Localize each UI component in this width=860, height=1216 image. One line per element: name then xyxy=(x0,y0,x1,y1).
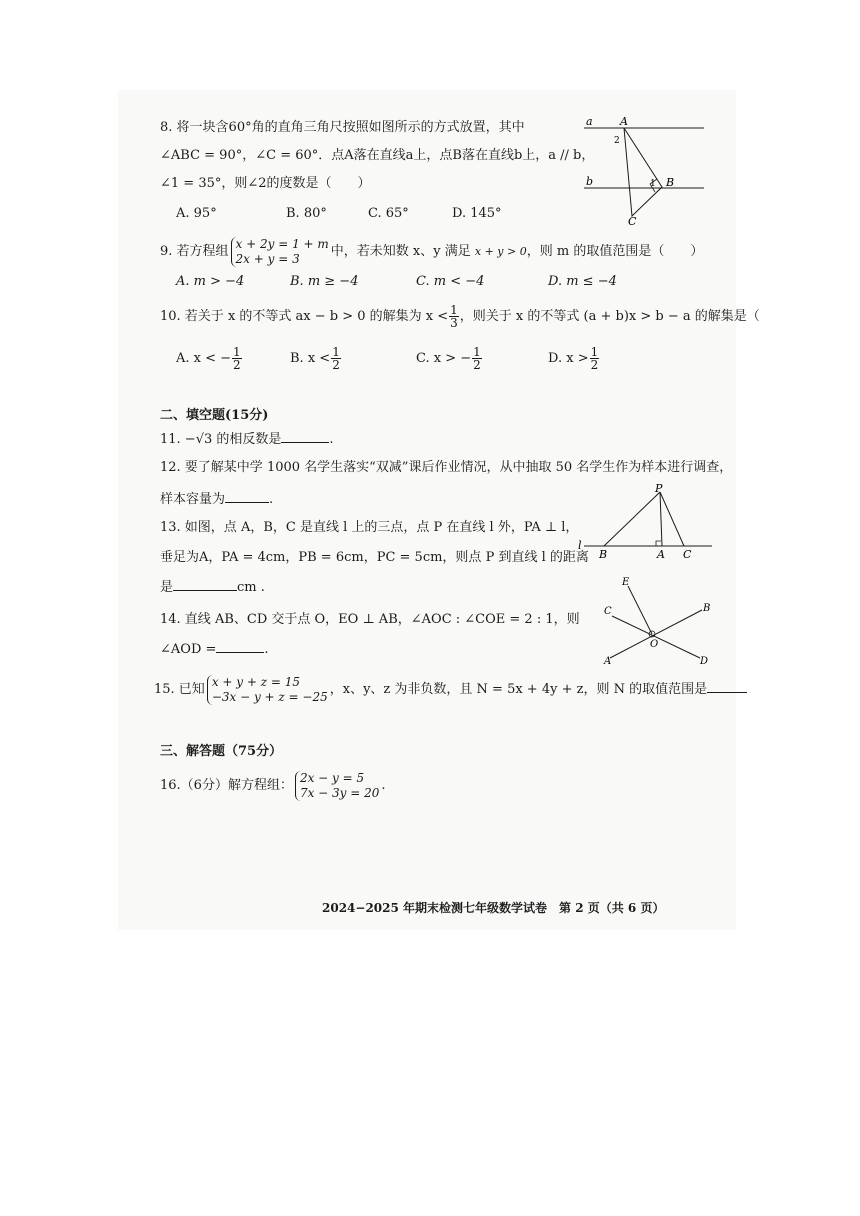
q10-option-d: D. x > $\frac{1}{2}$ xyxy=(548,345,599,372)
q9-option-b: B. m ≥ −4 xyxy=(290,274,359,289)
q13-blank xyxy=(173,590,237,591)
label-C: C xyxy=(628,215,637,228)
label-O: O xyxy=(650,639,659,650)
q16-stem: 16.（6分）解方程组： 2x − y = 5 7x − 3y = 20 . xyxy=(160,770,386,800)
q14-line2: ∠AOD = . xyxy=(160,642,269,657)
segment-pa xyxy=(660,492,662,546)
q13-line1: 13. 如图，点 A，B，C 是直线 l 上的三点，点 P 在直线 l 外，PA ⊥ l， xyxy=(160,520,579,535)
q13-figure xyxy=(574,484,716,560)
q12-line2: 样本容量为 . xyxy=(160,492,274,507)
q14-blank xyxy=(216,652,264,653)
ray-oe xyxy=(628,586,652,634)
q15-system: x + y + z = 15 −3x − y + z = −25 xyxy=(207,675,328,705)
q13-line3: 是 cm . xyxy=(160,580,265,595)
label-b: b xyxy=(586,175,594,188)
label-D: D xyxy=(700,656,709,666)
right-angle-mark xyxy=(656,541,661,546)
label-a: a xyxy=(586,116,593,128)
section-answer-title: 三、解答题（75分） xyxy=(160,744,283,759)
q8-line2: ∠ABC = 90°，∠C = 60°．点A落在直线a上，点B落在直线b上，a // b， xyxy=(160,148,595,163)
segment-pb xyxy=(604,492,660,546)
label-l: l xyxy=(578,539,582,552)
label-A: A xyxy=(604,656,612,666)
q12-line1: 12. 要了解某中学 1000 名学生落实“双减”课后作业情况，从中抽取 50 名学生作为样本进行调查， xyxy=(160,460,733,475)
q11: 11. −√3 的相反数是 . xyxy=(160,432,334,447)
label-P: P xyxy=(655,484,663,495)
q14-figure xyxy=(592,574,720,666)
q16-system: 2x − y = 5 7x − 3y = 20 xyxy=(295,771,379,801)
label-C: C xyxy=(604,606,612,617)
q9-stem: 9. 若方程组 x + 2y = 1 + m 2x + y = 3 中，若未知数 x、y 满足 x + y > 0，则 m 的取值范围是（ ） xyxy=(160,236,704,266)
label-angle1: 1 xyxy=(650,179,656,189)
q8-option-a: A. 95° xyxy=(176,206,217,221)
label-E: E xyxy=(622,577,630,588)
line-cd xyxy=(612,616,700,658)
q14-line1: 14. 直线 AB、CD 交于点 O，EO ⊥ AB，∠AOC : ∠COE = 2 : 1，则 xyxy=(160,612,580,627)
q9-option-a: A. m > −4 xyxy=(176,274,245,289)
q10-option-b: B. x < $\frac{1}{2}$ xyxy=(290,345,340,372)
label-B: B xyxy=(703,603,711,614)
q15-blank xyxy=(707,692,747,693)
q8-line3: ∠1 = 35°，则∠2的度数是（ ） xyxy=(160,176,371,191)
q9-option-d: D. m ≤ −4 xyxy=(548,274,617,289)
triangle-abc xyxy=(624,128,662,216)
segment-pc xyxy=(660,492,684,546)
label-B: B xyxy=(599,548,608,560)
label-A: A xyxy=(657,548,665,560)
label-C: C xyxy=(683,548,692,560)
q10-option-c: C. x > − $\frac{1}{2}$ xyxy=(416,345,481,372)
page-footer: 2024−2025 年期末检测七年级数学试卷 第 2 页（共 6 页） xyxy=(322,901,665,915)
q11-blank xyxy=(281,442,329,443)
q10-stem: 10. 若关于 x 的不等式 ax − b > 0 的解集为 x < $\frac{1}{3}$ ，则关于 x 的不等式 (a + b)x > b − a 的解集是（ xyxy=(160,303,760,330)
label-B: B xyxy=(666,176,675,189)
line-ab xyxy=(610,610,702,658)
q13-line2: 垂足为A，PA = 4cm，PB = 6cm，PC = 5cm，则点 P 到直线 l 的距离 xyxy=(160,550,589,565)
q8-option-d: D. 145° xyxy=(452,206,502,221)
q9-system: x + 2y = 1 + m 2x + y = 3 xyxy=(231,237,329,267)
q10-fraction: $\frac{1}{3}$ xyxy=(450,303,458,330)
q9-option-c: C. m < −4 xyxy=(416,274,485,289)
section-fill-in-title: 二、填空题(15分) xyxy=(160,408,269,423)
q8-option-c: C. 65° xyxy=(368,206,409,221)
q8-line1: 8. 将一块含60°角的直角三角尺按照如图所示的方式放置，其中 xyxy=(160,120,525,135)
label-angle2: 2 xyxy=(614,136,620,146)
q10-option-a: A. x < − $\frac{1}{2}$ xyxy=(176,345,241,372)
q15-stem: 15. 已知 x + y + z = 15 −3x − y + z = −25 ，x、y、z 为非负数，且 N = 5x + 4y + z，则 N 的取值范围是 xyxy=(154,674,747,706)
q8-figure xyxy=(578,116,708,228)
label-A: A xyxy=(620,116,628,128)
q12-blank xyxy=(225,502,269,503)
q8-option-b: B. 80° xyxy=(286,206,327,221)
